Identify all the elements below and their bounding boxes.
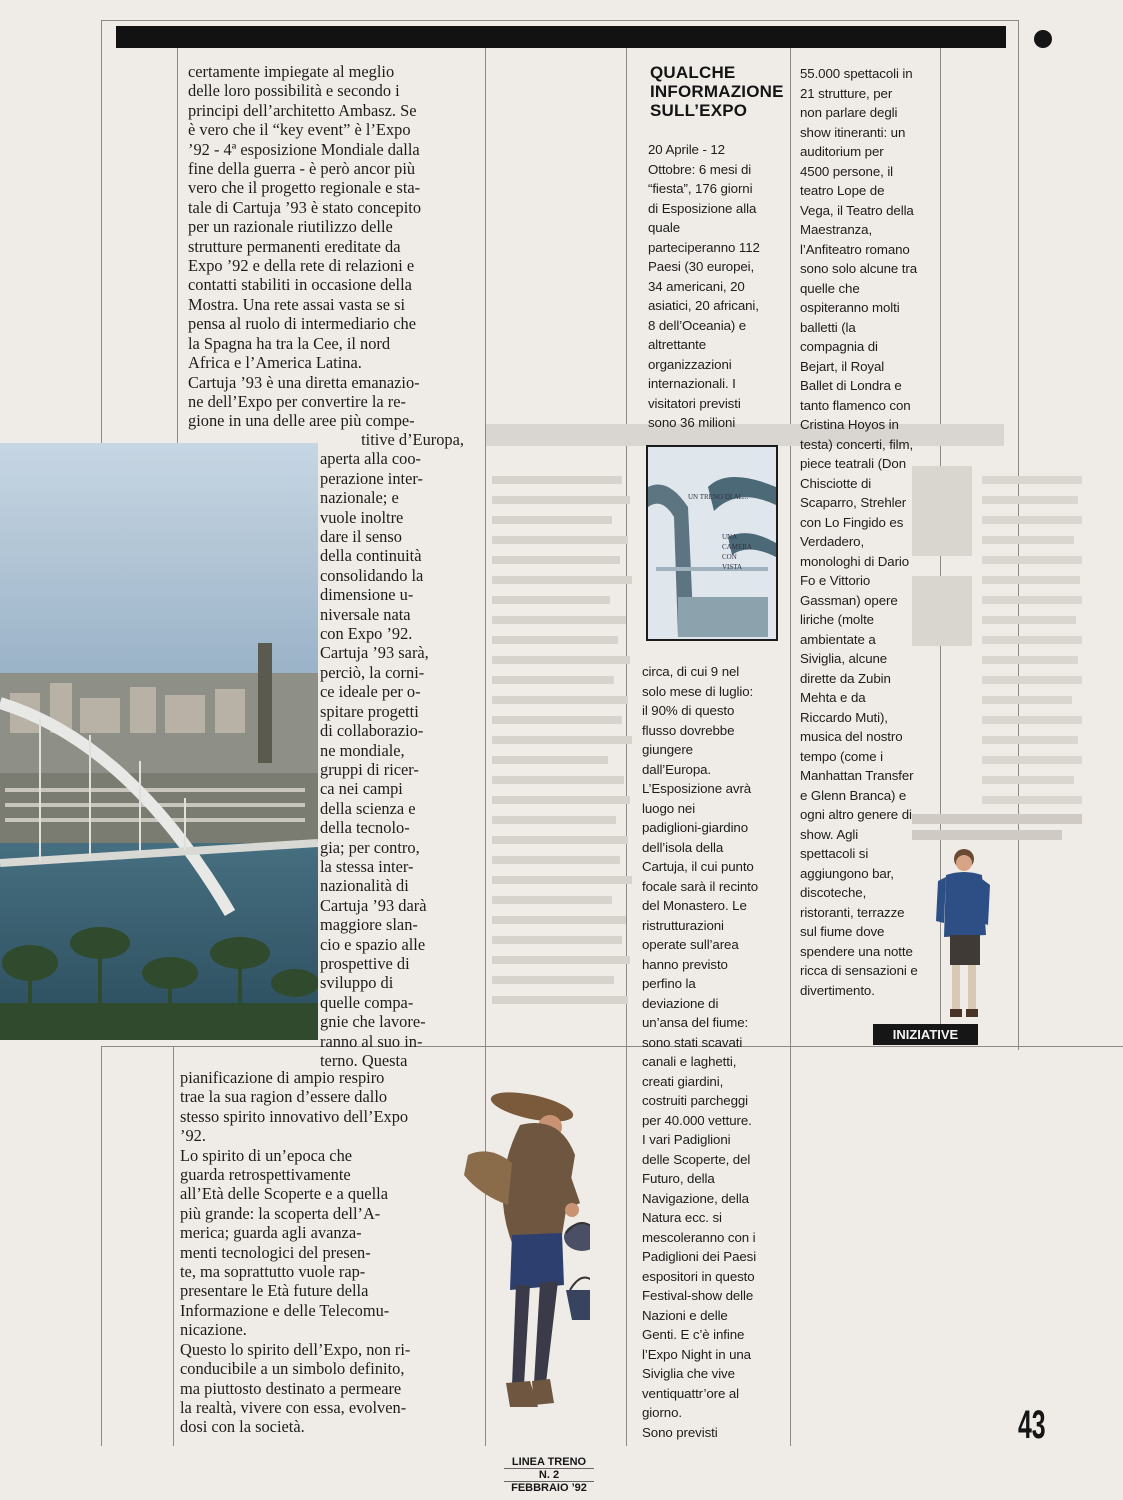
- line: Ballet di Londra e: [800, 378, 902, 393]
- line: spettacoli si: [800, 846, 869, 861]
- line: delle Scoperte, del: [642, 1151, 751, 1167]
- faint-background-text: [486, 466, 636, 1031]
- sidebar-heading: [650, 63, 800, 120]
- line: te, ma soprattutto vuole rap-: [180, 1262, 366, 1282]
- line: Cartuja ’93 darà: [320, 895, 427, 915]
- line: merica; guarda agli avanza-: [180, 1223, 362, 1243]
- frame-left-rule-lower: [101, 1046, 102, 1446]
- line: Maestranza,: [800, 222, 873, 237]
- footer-issue: N. 2: [504, 1468, 594, 1481]
- line: guarda retrospettivamente: [180, 1165, 351, 1185]
- footer-date: FEBBRAIO ’92: [504, 1481, 594, 1494]
- line: tale di Cartuja ’93 è stato concepito: [188, 197, 422, 217]
- line: focale sarà il recinto: [642, 878, 759, 894]
- line: della tecnolo-: [320, 818, 410, 838]
- line: pensa al ruolo di intermediario che: [188, 314, 417, 334]
- column-rule-1: [177, 48, 178, 446]
- line: Questo lo spirito dell’Expo, non ri-: [180, 1339, 411, 1359]
- line: 8 dell’Oceania) e: [648, 317, 747, 333]
- line: Genti. E c’è infine: [642, 1327, 745, 1342]
- section-badge: INIZIATIVE: [873, 1024, 978, 1045]
- line: maggiore slan-: [320, 915, 418, 935]
- line: quale: [648, 220, 681, 235]
- line: espositori in questo: [642, 1268, 755, 1284]
- line: nazionalità di: [320, 876, 409, 896]
- line: Mostra. Una rete assai vasta se si: [188, 294, 406, 314]
- line: ranno al suo in-: [320, 1031, 423, 1051]
- line: visitatori previsti: [648, 395, 741, 411]
- line: show. Agli: [800, 826, 859, 842]
- line: spendere una notte: [800, 943, 913, 959]
- line: “fiesta”, 176 giorni: [648, 181, 753, 196]
- line: ventiquattr’ore al: [642, 1385, 739, 1401]
- line: Cartuja, il cui punto: [642, 859, 754, 874]
- line: giungere: [642, 742, 693, 757]
- line: Cartuja ’93 è una diretta emanazio-: [188, 372, 420, 392]
- line: teatro Lope de: [800, 183, 885, 198]
- line: dosi con la società.: [180, 1417, 305, 1437]
- line: menti tecnologici del presen-: [180, 1242, 371, 1262]
- article-column-wrap: [320, 430, 464, 1070]
- footer-magazine: LINEA TRENO: [511, 1456, 587, 1468]
- line: per un razionale riutilizzo delle: [188, 217, 393, 237]
- line: asiatici, 20 africani,: [648, 298, 759, 313]
- header-black-bar: [116, 26, 1006, 48]
- line: dare il senso: [320, 527, 402, 547]
- line: Navigazione, della: [642, 1190, 749, 1206]
- line: stesso spirito innovativo dell’Expo: [180, 1106, 409, 1126]
- line: tempo (come i: [800, 748, 883, 764]
- line: nicazione.: [180, 1320, 247, 1340]
- line: dell’isola della: [642, 839, 724, 855]
- line: con Lo Fingido es: [800, 514, 904, 530]
- line: divertimento.: [800, 982, 875, 998]
- frame-left-rule: [101, 20, 102, 444]
- line: la Spagna ha tra la Cee, il nord: [188, 333, 391, 353]
- line: della continuità: [320, 546, 422, 566]
- line: padiglioni-giardino: [642, 820, 749, 835]
- line: sono solo alcune tra: [800, 261, 918, 276]
- heading-line: QUALCHE: [650, 63, 736, 82]
- line: l’Anfiteatro romano: [800, 241, 910, 257]
- line: costruiti parcheggi: [642, 1093, 749, 1108]
- seville-bridge-photo: [0, 443, 318, 1040]
- line: musica del nostro: [800, 729, 903, 744]
- line: perfino la: [642, 976, 696, 991]
- line: ricca di sensazioni e: [800, 963, 918, 978]
- line: ne mondiale,: [320, 740, 405, 760]
- line: Siviglia, alcune: [800, 651, 888, 666]
- line: Chisciotte di: [800, 475, 872, 491]
- heading-line: INFORMAZIONE: [650, 82, 784, 101]
- line: prospettive di: [320, 953, 410, 973]
- frame-top-rule: [101, 20, 1019, 21]
- line: sviluppo di: [320, 973, 394, 993]
- line: mescoleranno con i: [642, 1229, 756, 1245]
- line: non parlare degli: [800, 105, 898, 120]
- line: perazione inter-: [320, 468, 423, 488]
- line: un’ansa del fiume:: [642, 1015, 749, 1030]
- line: balletti (la: [800, 319, 856, 335]
- page-number: 43: [1018, 1403, 1046, 1447]
- line: la realtà, vivere con essa, evolven-: [180, 1397, 407, 1417]
- line: luogo nei: [642, 800, 696, 816]
- line: altrettante: [648, 337, 707, 352]
- line: vero che il progetto regionale e sta-: [188, 178, 421, 198]
- footer-colophon: [504, 1456, 594, 1494]
- line: Scaparro, Strehler: [800, 495, 907, 510]
- line: Siviglia che vive: [642, 1366, 735, 1381]
- sidebar-column-1-top: [648, 140, 788, 433]
- line: Riccardo Muti),: [800, 709, 888, 725]
- line: principi dell’architetto Ambasz. Se: [188, 100, 417, 120]
- line: 4500 persone, il: [800, 163, 894, 179]
- line: dirette da Zubin: [800, 670, 891, 686]
- line: Vega, il Teatro della: [800, 202, 914, 218]
- line: sono stati scavati: [642, 1034, 743, 1050]
- line: circa, di cui 9 nel: [642, 664, 740, 679]
- line: è vero che il “key event” è l’Expo: [188, 120, 411, 140]
- line: Festival-show delle: [642, 1288, 754, 1303]
- line: Gassman) opere: [800, 592, 898, 608]
- line: terno. Questa: [320, 1051, 408, 1070]
- line: ambientate a: [800, 631, 876, 647]
- line: e Glenn Branca) e: [800, 787, 907, 803]
- line: canali e laghetti,: [642, 1054, 737, 1069]
- line: Bejart, il Royal: [800, 358, 885, 374]
- line: I vari Padiglioni: [642, 1132, 731, 1147]
- line: per 40.000 vetture.: [642, 1112, 752, 1128]
- line: aperta alla coo-: [320, 449, 422, 469]
- line: ca nei campi: [320, 779, 403, 799]
- line: aggiungono bar,: [800, 865, 894, 881]
- line: quelle compa-: [320, 992, 414, 1012]
- line: strutture permanenti ereditate da: [188, 236, 401, 256]
- line: gione in una delle aree più compe-: [188, 411, 415, 431]
- poster-word: CON: [722, 553, 737, 561]
- line: niversale nata: [320, 604, 411, 624]
- line: ospiteranno molti: [800, 300, 900, 315]
- line: dall’Europa.: [642, 761, 712, 777]
- line: Manhattan Transfer: [800, 768, 914, 783]
- line: Sono previsti: [642, 1424, 718, 1440]
- line: Cartuja ’93 sarà,: [320, 643, 429, 663]
- line: Paesi (30 europei,: [648, 259, 755, 274]
- line: Ottobre: 6 mesi di: [648, 161, 752, 177]
- line: ce ideale per o-: [320, 682, 421, 702]
- line: Fo e Vittorio: [800, 573, 871, 588]
- line: il 90% di questo: [642, 703, 735, 718]
- standing-figure-illustration: [930, 845, 992, 1025]
- line: gruppi di ricer-: [320, 759, 419, 779]
- line: piece teatrali (Don: [800, 456, 907, 471]
- line: vuole inoltre: [320, 507, 404, 527]
- poster-title: UN TRENO DI AL...: [688, 493, 749, 501]
- line: Lo spirito di un’epoca che: [180, 1145, 353, 1165]
- line: di collaborazio-: [320, 721, 424, 741]
- article-column-bottom: [180, 1068, 466, 1437]
- line: sono 36 milioni: [648, 415, 736, 430]
- line: compagnia di: [800, 339, 878, 354]
- line: sul fiume dove: [800, 924, 885, 939]
- line: di Esposizione alla: [648, 200, 757, 216]
- line: la stessa inter-: [320, 856, 414, 876]
- line: giorno.: [642, 1405, 682, 1420]
- column-rule-4: [790, 48, 791, 1446]
- line: creati giardini,: [642, 1073, 724, 1089]
- line: conducibile a un simbolo definito,: [180, 1359, 405, 1379]
- line: solo mese di luglio:: [642, 683, 754, 699]
- expo-poster-image: [646, 445, 778, 641]
- line: auditorium per: [800, 144, 884, 159]
- line: operate sull’area: [642, 937, 739, 952]
- line: l’Expo Night in una: [642, 1346, 751, 1362]
- line: ogni altro genere di: [800, 807, 912, 822]
- line: perciò, la corni-: [320, 662, 425, 682]
- line: contatti stabiliti in occasione della: [188, 275, 412, 295]
- line: Africa e l’America Latina.: [188, 353, 362, 373]
- line: della scienza e: [320, 798, 416, 818]
- line: ristoranti, terrazze: [800, 904, 905, 920]
- poster-word: CAMERA: [722, 543, 752, 551]
- line: nazionale; e: [320, 488, 399, 508]
- line: 55.000 spettacoli in: [800, 66, 913, 81]
- line: trae la sua ragion d’essere dallo: [180, 1087, 388, 1107]
- line: Nazioni e delle: [642, 1307, 728, 1323]
- line: delle loro possibilità e secondo i: [188, 81, 400, 101]
- line: gia; per contro,: [320, 837, 420, 857]
- line: liriche (molte: [800, 612, 874, 627]
- line: Informazione e delle Telecomu-: [180, 1300, 390, 1320]
- line: dimensione u-: [320, 585, 414, 605]
- line: spitare progetti: [320, 701, 419, 721]
- sidebar-column-2: [800, 64, 940, 1000]
- line: 34 americani, 20: [648, 278, 745, 294]
- line: 20 Aprile - 12: [648, 142, 725, 157]
- line: titive d’Europa,: [361, 430, 464, 449]
- traveler-illustration: [450, 1085, 590, 1430]
- line: Verdadero,: [800, 534, 865, 549]
- line: pianificazione di ampio respiro: [180, 1068, 385, 1087]
- line: consolidando la: [320, 565, 424, 585]
- line: monologhi di Dario: [800, 553, 910, 569]
- line: gnie che lavore-: [320, 1012, 426, 1032]
- line: ma piuttosto destinato a permeare: [180, 1378, 402, 1398]
- poster-word: VISTA: [722, 563, 743, 571]
- line: testa) concerti, film,: [800, 436, 914, 452]
- line: Expo ’92 e della rete di relazioni e: [188, 256, 415, 276]
- line: ne dell’Expo per convertire la re-: [188, 391, 406, 411]
- column-rule-1-lower: [173, 1046, 174, 1446]
- line: Mehta e da: [800, 690, 866, 705]
- line: parteciperanno 112: [648, 239, 760, 255]
- frame-mid-rule: [101, 1046, 1123, 1047]
- line: ristrutturazioni: [642, 917, 724, 933]
- line: hanno previsto: [642, 956, 728, 972]
- line: internazionali. I: [648, 376, 736, 391]
- line: Padiglioni dei Paesi: [642, 1249, 757, 1264]
- line: quelle che: [800, 280, 860, 296]
- line: Futuro, della: [642, 1171, 715, 1186]
- line: del Monastero. Le: [642, 898, 747, 913]
- line: show itineranti: un: [800, 124, 906, 140]
- line: presentare le Età future della: [180, 1281, 369, 1301]
- line: ’92.: [180, 1126, 206, 1146]
- line: con Expo ’92.: [320, 624, 413, 644]
- poster-word: UNA: [722, 533, 738, 541]
- line: deviazione di: [642, 995, 719, 1011]
- sidebar-column-1-bottom: [642, 662, 788, 1442]
- line: discoteche,: [800, 885, 867, 900]
- line: all’Età delle Scoperte e a quella: [180, 1184, 388, 1204]
- line: Cristina Hoyos in: [800, 417, 899, 432]
- line: L’Esposizione avrà: [642, 781, 752, 796]
- line: più grande: la scoperta dell’A-: [180, 1203, 381, 1223]
- line: fine della guerra - è però ancor più: [188, 159, 416, 179]
- line: ’92 - 4ª esposizione Mondiale dalla: [188, 139, 420, 159]
- line: flusso dovrebbe: [642, 722, 735, 738]
- bullet-dot-icon: [1034, 30, 1052, 48]
- line: organizzazioni: [648, 356, 732, 372]
- line: 21 strutture, per: [800, 85, 893, 101]
- heading-line: SULL’EXPO: [650, 101, 748, 120]
- line: Natura ecc. si: [642, 1210, 722, 1225]
- line: certamente impiegate al meglio: [188, 62, 395, 81]
- line: tanto flamenco con: [800, 397, 911, 413]
- line: cio e spazio alle: [320, 934, 426, 954]
- article-column-top: [188, 62, 470, 431]
